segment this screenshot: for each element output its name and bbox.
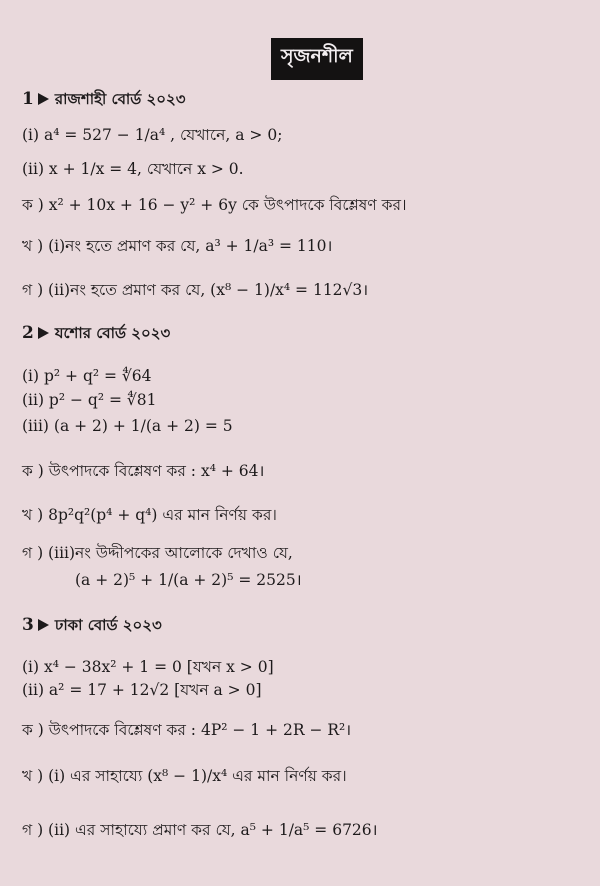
s3-question-ga: গ ) (ii) এর সাহায্যে প্রমাণ কর যে, a⁵ + 1/a⁵ = 6726। xyxy=(22,821,378,839)
section-3-heading: 3 ঢাকা বোর্ড ২০২৩ xyxy=(22,615,162,635)
s2-question-ga: গ ) (iii)নং উদ্দীপকের আলোকে দেখাও যে, xyxy=(22,544,293,562)
s1-line-2: (ii) x + 1/x = 4, যেখানে x > 0. xyxy=(22,160,244,178)
s3-question-kha: খ ) (i) এর সাহায্যে (x⁸ − 1)/x⁴ এর মান নির্ণয় কর। xyxy=(22,767,347,785)
section-1-heading: 1 রাজশাহী বোর্ড ২০২৩ xyxy=(22,89,186,109)
s1-question-ka: ক ) x² + 10x + 16 − y² + 6y কে উৎপাদকে বিশ্লেষণ কর। xyxy=(22,196,407,214)
arrow-right-icon xyxy=(38,93,49,105)
s2-line-1: (i) p² + q² = ∜64 xyxy=(22,367,152,385)
s3-line-1: (i) x⁴ − 38x² + 1 = 0 [যখন x > 0] xyxy=(22,658,274,676)
s3-line-2: (ii) a² = 17 + 12√2 [যখন a > 0] xyxy=(22,681,262,699)
section-2-heading: 2 যশোর বোর্ড ২০২৩ xyxy=(22,323,171,343)
page-title: সৃজনশীল xyxy=(271,38,363,80)
s2-question-kha: খ ) 8p²q²(p⁴ + q⁴) এর মান নির্ণয় কর। xyxy=(22,506,277,524)
s1-line-1: (i) a⁴ = 527 − 1/a⁴ , যেখানে, a > 0; xyxy=(22,126,283,144)
s3-question-ka: ক ) উৎপাদকে বিশ্লেষণ কর : 4P² − 1 + 2R − R²। xyxy=(22,721,352,739)
arrow-right-icon xyxy=(38,327,49,339)
arrow-right-icon xyxy=(38,619,49,631)
s2-question-ga-equation: (a + 2)⁵ + 1/(a + 2)⁵ = 2525। xyxy=(75,571,302,589)
s1-question-kha: খ ) (i)নং হতে প্রমাণ কর যে, a³ + 1/a³ = 110। xyxy=(22,237,333,255)
s2-line-3: (iii) (a + 2) + 1/(a + 2) = 5 xyxy=(22,417,233,435)
s1-question-ga: গ ) (ii)নং হতে প্রমাণ কর যে, (x⁸ − 1)/x⁴ = 112√3। xyxy=(22,281,369,299)
s2-question-ka: ক ) উৎপাদকে বিশ্লেষণ কর : x⁴ + 64। xyxy=(22,462,265,480)
s2-line-2: (ii) p² − q² = ∜81 xyxy=(22,391,157,409)
